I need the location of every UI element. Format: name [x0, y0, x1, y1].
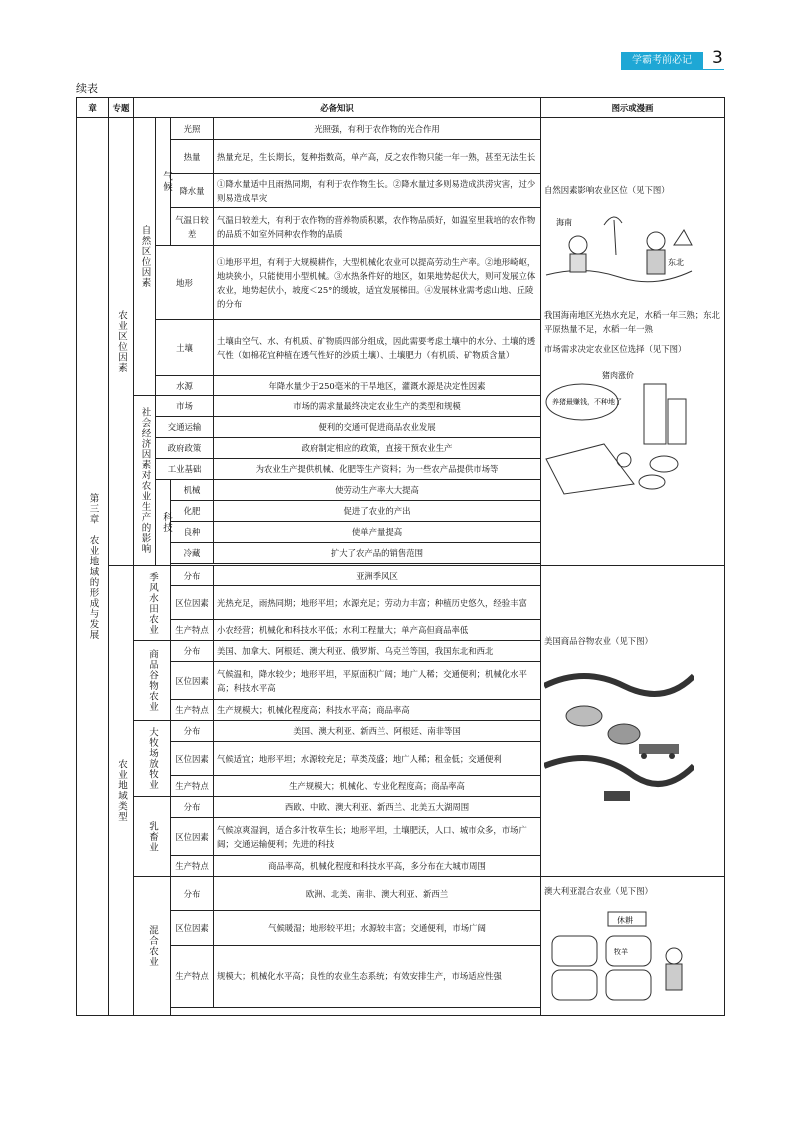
table-row: 社会经济因素对农业生产的影响 市场 市场的需求量最终决定农业生产的类型和规模: [77, 396, 725, 417]
illustration-cell-1: [541, 118, 725, 566]
social-factors-cell: 社会经济因素对农业生产的影响: [134, 396, 156, 566]
mixed-cell: 混合农业: [134, 877, 171, 1016]
topic-types-cell: 农业地域类型: [109, 566, 134, 1016]
table-header: [77, 98, 725, 118]
illustration-cell-3: [541, 877, 725, 1016]
caption-grain: 美国商品谷物农业（见下图）: [544, 636, 653, 646]
topic-location-cell: 农业区位因素: [109, 118, 134, 566]
sign-fallow: 休耕: [617, 916, 633, 925]
table-row: 生产特点 生产规模大；机械化程度高；科技水平高；商品率高: [77, 700, 725, 721]
desc-natural: 我国海南地区光热水充足，水稻一年三熟；东北平原热量不足，水稻一年一熟: [544, 309, 720, 334]
table-row: 生产特点 商品率高，机械化程度和科技水平高，多分布在大城市周围: [77, 856, 725, 877]
caption-natural: 自然因素影响农业区位（见下图）: [544, 184, 670, 195]
table-row: 区位因素 气候暖湿；地形较平坦；水源较丰富；交通便利，市场广阔: [77, 911, 725, 945]
table-row: 水源 年降水量少于250毫米的干旱地区，灌溉水源是决定性因素: [77, 376, 725, 396]
header-badge: 学霸考前必记: [621, 52, 703, 69]
table-row: 政府政策 政府制定相应的政策，直接干预农业生产: [77, 438, 725, 459]
table-row: 混合农业 分布 欧洲、北美、南非、澳大利亚、新西兰 澳大利亚混合农业（见下图） 休耕 牧羊: [77, 877, 725, 911]
table-row: 区位因素 气候温和，降水较少；地形平坦，平原面积广阔；地广人稀；交通便利；机械化水平高；科技水平高: [77, 662, 725, 700]
table-row: 冷藏 扩大了农产品的销售范围: [77, 543, 725, 564]
table-row: 气温日较差 气温日较差大，有利于农作物的营养物质积累，农作物品质好，如温室里栽培的农作物的品质不如室外同种农作物的品质: [77, 208, 725, 246]
rice-cell: 季风水田农业: [134, 566, 171, 641]
speech-bubble: 养猪最赚钱，不种地了: [552, 397, 622, 406]
ranch-cell: 大牧场放牧业: [134, 721, 171, 797]
caption-market: 市场需求决定农业区位选择（见下图）: [544, 343, 687, 354]
table-row: 生产特点 小农经营；机械化和科技水平低；水利工程量大；单产高但商品率低: [77, 620, 725, 641]
knowledge-table: [76, 97, 725, 1016]
col-chapter: 章: [77, 98, 109, 118]
natural-factors-cell: 自然区位因素: [134, 118, 156, 396]
continued-label: 续表: [76, 82, 98, 95]
col-topic: 专题: [109, 98, 134, 118]
table-row: 化肥 促进了农业的产出: [77, 501, 725, 522]
table-row: 良种 使单产量提高: [77, 522, 725, 543]
table-row: 区位因素 气候凉爽湿润，适合多汁牧草生长；地形平坦，土壤肥沃，人口、城市众多，市场广阔；交通运输便利；先进的科技: [77, 818, 725, 856]
table-row: 乳畜业 分布 西欧、中欧、澳大利亚、新西兰、北美五大湖周围: [77, 797, 725, 818]
table-row: 大牧场放牧业 分布 美国、澳大利亚、新西兰、阿根廷、南非等国: [77, 721, 725, 742]
grain-cell: 商品谷物农业: [134, 641, 171, 721]
table-row: 科技 机械 使劳动生产率大大提高: [77, 480, 725, 501]
climate-cell: 气候: [156, 118, 171, 246]
table-row: 第三章 农业地域的形成与发展 农业区位因素 自然区位因素 气候 光照 光照强，有利于农作物的光合作用 自然因素影响农业区位（见下图） 海南 东北 我国海南地区光热水充足，水稻一年三熟；东北平原热量不足，水稻一年一熟 市场需求决定农业区位选择（见下图） 猪肉涨价 养猪最赚钱，不种地了: [77, 118, 725, 140]
col-illustration: 图示或漫画: [541, 98, 725, 118]
pig-market-cartoon: [544, 364, 694, 499]
page-number: 3: [712, 48, 723, 68]
chapter-cell: [77, 118, 109, 1016]
col-knowledge: 必备知识: [134, 98, 541, 118]
dairy-cell: 乳畜业: [134, 797, 171, 877]
table-row: 区位因素 气候适宜；地形平坦；水源较充足；草类茂盛；地广人稀；租金低；交通便利: [77, 742, 725, 776]
us-grain-farming-illustration: [544, 656, 694, 806]
mixed-farming-illustration: [544, 906, 694, 1006]
table-row: 交通运输 便利的交通可促进商品农业发展: [77, 417, 725, 438]
farmers-cartoon-illustration: [544, 205, 694, 300]
table-row: 生产特点 生产规模大；机械化、专业化程度高；商品率高: [77, 776, 725, 797]
label-hainan: 海南: [556, 217, 572, 227]
sign-pork-price: 猪肉涨价: [602, 370, 634, 380]
table-row: 降水量 ①降水量适中且雨热同期，有利于农作物生长。②降水量过多则易造成洪涝灾害，过少则易造成旱灾: [77, 174, 725, 208]
table-row: 商品谷物农业 分布 美国、加拿大、阿根廷、澳大利亚、俄罗斯、乌克兰等国，我国东北和西北: [77, 641, 725, 662]
table-row: 区位因素 光热充足，雨热同期；地形平坦；水源充足；劳动力丰富；种植历史悠久，经验丰富: [77, 586, 725, 620]
table-row: 生产特点 规模大；机械化水平高；良性的农业生态系统；有效安排生产，市场适应性强: [77, 945, 725, 1007]
table-row: 热量 热量充足，生长期长，复种指数高，单产高，反之农作物只能一年一熟，甚至无法生长: [77, 140, 725, 174]
chapter-title: 第三章 农业地域的形成与发展: [87, 493, 99, 640]
tech-cell: 科技: [156, 480, 171, 566]
label-dongbei: 东北: [668, 257, 684, 267]
label-sheep: 牧羊: [614, 948, 628, 956]
table-row: 地形 ①地形平坦，有利于大规模耕作，大型机械化农业可以提高劳动生产率。②地形崎岖，地块狭小，只能使用小型机械。③水热条件好的地区，如果地势起伏大，则可发展立体农业，地势起伏小，坡度＜25°的缓坡，适宜发展梯田。④发展林业需考虑山地、丘陵的分布: [77, 246, 725, 320]
table-row: 工业基础 为农业生产提供机械、化肥等生产资料；为一些农产品提供市场等: [77, 459, 725, 480]
header-divider: [621, 69, 724, 70]
caption-mixed: 澳大利亚混合农业（见下图）: [544, 886, 653, 896]
illustration-cell-2: [541, 566, 725, 877]
table-row: 农业地域类型 季风水田农业 分布 亚洲季风区 美国商品谷物农业（见下图）: [77, 566, 725, 586]
table-row: 土壤 土壤由空气、水、有机质、矿物质四部分组成，因此需要考虑土壤中的水分、土壤的透气性（如棉花宜种植在透气性好的沙质土壤）、土壤肥力（有机质、矿物质含量）: [77, 320, 725, 376]
